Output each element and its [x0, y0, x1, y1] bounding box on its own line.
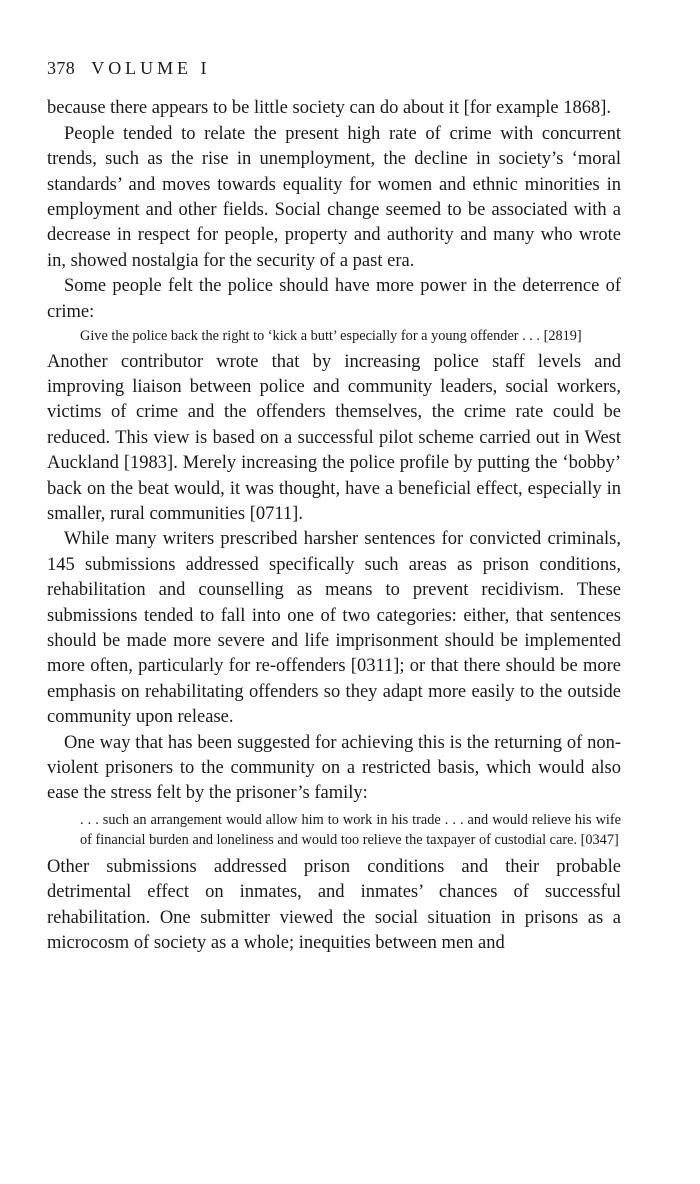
page-number: 378 — [47, 58, 76, 78]
block-quote-arrangement: . . . such an arrangement would allow him to work in his trade . . . and would relieve his wife of financial burden and loneliness and would too relieve the taxpayer of custodial care. [0347] — [80, 811, 621, 849]
paragraph-prison-conditions: Other submissions addressed prison conditions and their probable detrimental effect on inmates, and inmates’ chances of successful rehabilitation. One submitter viewed the social situation in prisons as a microcosm of society as a whole; inequities between men and — [47, 856, 621, 954]
paragraph-police-power: Some people felt the police should have more power in the deterrence of crime: — [47, 276, 621, 322]
paragraph-police-liaison: Another contributor wrote that by increasing police staff levels and improving liaison between police and community leaders, social workers, victims of crime and the offenders themselves, the crime rate could be reduced. This view is based on a successful pilot scheme carried out in West Auckland [1983]. Merely increasing the police profile by putting the ‘bobby’ back on the beat would, it was thought, have a beneficial effect, especially in smaller, rural communities [0711]. — [47, 351, 621, 524]
running-head — [47, 56, 621, 81]
volume-label: VOLUME I — [91, 58, 211, 78]
block-quote-police: Give the police back the right to ‘kick a butt’ especially for a young offender . . . [2819] — [80, 328, 582, 345]
paragraph-restricted-release: One way that has been suggested for achieving this is the returning of non-violent prisoners to the community on a restricted basis, which would also ease the stress felt by the prisoner’s family: — [47, 732, 621, 804]
paragraph-social-trends: People tended to relate the present high rate of crime with concurrent trends, such as the rise in unemployment, the decline in society’s ‘moral standards’ and moves towards equality for women and ethnic minorities in employment and other fields. Social change seemed to be associated with a decrease in respect for people, property and authority and many who wrote in, showed nostalgia for the security of a past era. — [47, 123, 621, 271]
document-page — [47, 56, 621, 957]
paragraph-continuation: because there appears to be little society can do about it [for example 1868]. — [47, 98, 612, 119]
paragraph-sentences: While many writers prescribed harsher sentences for convicted criminals, 145 submissions addressed specifically such areas as prison conditions, rehabilitation and counselling as means to prevent recidivism. These submissions tended to fall into one of two categories: either, that sentences should be made more severe and life imprisonment should be implemented more often, particularly for re-offenders [0311]; or that there should be more emphasis on rehabilitating offenders so they adapt more easily to the outside community upon release. — [47, 529, 621, 728]
